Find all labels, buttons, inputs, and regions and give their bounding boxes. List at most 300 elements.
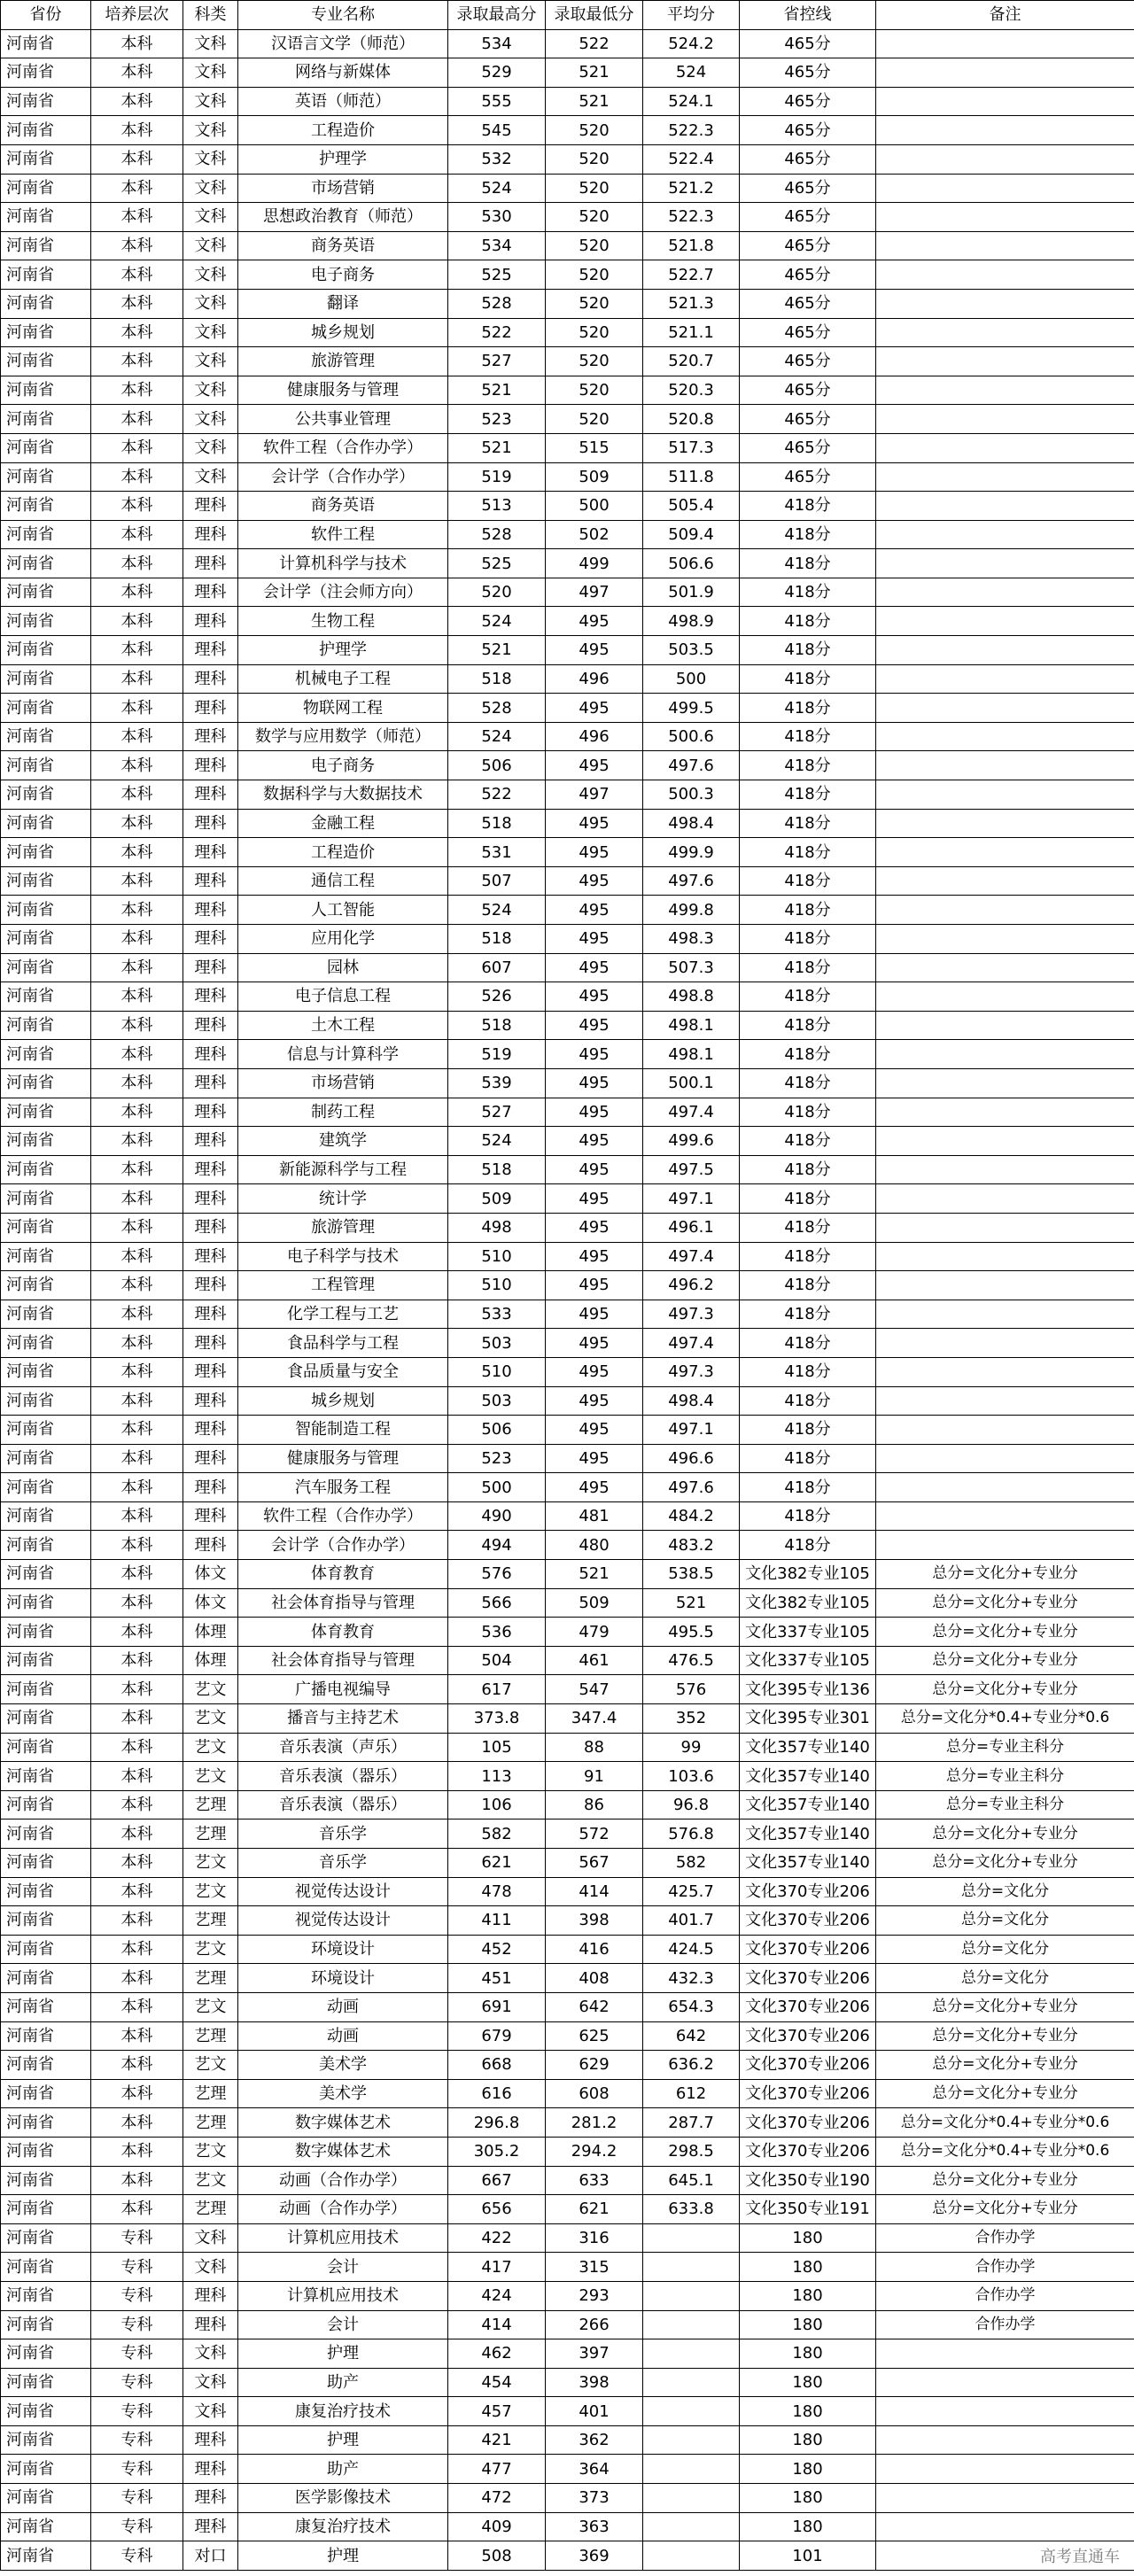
cell-col-category: 理科 — [183, 1068, 238, 1098]
cell-col-max-score: 545 — [448, 116, 546, 145]
cell-col-major: 人工智能 — [238, 896, 448, 925]
cell-col-province: 河南省 — [1, 925, 91, 954]
cell-col-avg-score: 500.1 — [643, 1068, 740, 1098]
cell-col-category: 理科 — [183, 1416, 238, 1445]
cell-col-remarks: 总分=文化分+专业分 — [876, 1849, 1134, 1878]
cell-col-level: 本科 — [91, 289, 183, 318]
cell-col-major: 会计学（合作办学） — [238, 1531, 448, 1560]
cell-col-avg-score: 287.7 — [643, 2108, 740, 2138]
cell-col-control-line: 418分 — [740, 1213, 876, 1242]
cell-col-max-score: 524 — [448, 722, 546, 751]
cell-col-major: 化学工程与工艺 — [238, 1300, 448, 1329]
cell-col-control-line: 418分 — [740, 982, 876, 1012]
cell-col-major: 护理 — [238, 2425, 448, 2455]
cell-col-province: 河南省 — [1, 751, 91, 780]
cell-col-category: 理科 — [183, 1473, 238, 1502]
cell-col-category: 理科 — [183, 578, 238, 607]
cell-col-level: 本科 — [91, 1184, 183, 1214]
table-row — [1, 1646, 1134, 1675]
cell-col-category: 理科 — [183, 866, 238, 896]
cell-col-province: 河南省 — [1, 1560, 91, 1589]
cell-col-remarks — [876, 1011, 1134, 1040]
cell-col-remarks — [876, 751, 1134, 780]
cell-col-max-score: 522 — [448, 780, 546, 810]
cell-col-max-score: 524 — [448, 174, 546, 203]
cell-col-category: 理科 — [183, 838, 238, 867]
cell-col-max-score: 518 — [448, 925, 546, 954]
cell-col-province: 河南省 — [1, 1040, 91, 1069]
cell-col-province: 河南省 — [1, 203, 91, 232]
cell-col-major: 旅游管理 — [238, 1213, 448, 1242]
cell-col-level: 本科 — [91, 1098, 183, 1127]
cell-col-min-score: 495 — [546, 1329, 643, 1358]
cell-col-category: 文科 — [183, 2339, 238, 2369]
cell-col-category: 理科 — [183, 1098, 238, 1127]
cell-col-major: 旅游管理 — [238, 347, 448, 376]
cell-col-min-score: 481 — [546, 1501, 643, 1531]
cell-col-min-score: 495 — [546, 1242, 643, 1271]
cell-col-major: 电子科学与技术 — [238, 1242, 448, 1271]
cell-col-min-score: 497 — [546, 578, 643, 607]
cell-col-remarks: 总分=文化分+专业分 — [876, 2079, 1134, 2108]
cell-col-remarks: 总分=文化分 — [876, 1964, 1134, 1993]
cell-col-min-score: 499 — [546, 549, 643, 578]
table-row — [1, 87, 1134, 116]
cell-col-province: 河南省 — [1, 1329, 91, 1358]
cell-col-control-line: 文化370专业206 — [740, 2051, 876, 2080]
cell-col-max-score: 607 — [448, 953, 546, 982]
cell-col-category: 理科 — [183, 780, 238, 810]
table-row — [1, 520, 1134, 549]
cell-col-province: 河南省 — [1, 2512, 91, 2541]
cell-col-major: 护理学 — [238, 636, 448, 665]
cell-col-control-line: 418分 — [740, 1300, 876, 1329]
cell-col-min-score: 347.4 — [546, 1704, 643, 1734]
cell-col-level: 本科 — [91, 2051, 183, 2080]
cell-col-province: 河南省 — [1, 578, 91, 607]
cell-col-control-line: 文化395专业301 — [740, 1704, 876, 1734]
cell-col-min-score: 495 — [546, 1416, 643, 1445]
cell-col-avg-score: 401.7 — [643, 1906, 740, 1936]
cell-col-level: 本科 — [91, 1790, 183, 1819]
cell-col-remarks — [876, 2339, 1134, 2369]
table-row — [1, 1501, 1134, 1531]
cell-col-max-score: 414 — [448, 2310, 546, 2339]
cell-col-province: 河南省 — [1, 549, 91, 578]
cell-col-category: 理科 — [183, 896, 238, 925]
header-col-level: 培养层次 — [91, 1, 183, 30]
cell-col-max-score: 518 — [448, 664, 546, 694]
table-row — [1, 1416, 1134, 1445]
cell-col-category: 理科 — [183, 1127, 238, 1156]
cell-col-avg-score: 424.5 — [643, 1935, 740, 1964]
cell-col-province: 河南省 — [1, 1242, 91, 1271]
table-row — [1, 433, 1134, 462]
cell-col-major: 音乐学 — [238, 1819, 448, 1849]
cell-col-level: 本科 — [91, 1849, 183, 1878]
table-row — [1, 1560, 1134, 1589]
table-row — [1, 1329, 1134, 1358]
cell-col-province: 河南省 — [1, 433, 91, 462]
cell-col-min-score: 495 — [546, 607, 643, 636]
cell-col-control-line: 418分 — [740, 636, 876, 665]
table-row — [1, 1386, 1134, 1416]
cell-col-remarks — [876, 174, 1134, 203]
cell-col-min-score: 520 — [546, 174, 643, 203]
cell-col-major: 健康服务与管理 — [238, 376, 448, 405]
cell-col-avg-score: 501.9 — [643, 578, 740, 607]
cell-col-major: 食品质量与安全 — [238, 1357, 448, 1386]
cell-col-min-score: 495 — [546, 636, 643, 665]
cell-col-level: 本科 — [91, 318, 183, 347]
table-row — [1, 1704, 1134, 1734]
cell-col-max-score: 519 — [448, 462, 546, 492]
cell-col-control-line: 180 — [740, 2512, 876, 2541]
cell-col-category: 理科 — [183, 982, 238, 1012]
cell-col-province: 河南省 — [1, 2195, 91, 2224]
cell-col-control-line: 465分 — [740, 203, 876, 232]
cell-col-min-score: 397 — [546, 2339, 643, 2369]
cell-col-level: 本科 — [91, 492, 183, 521]
cell-col-max-score: 524 — [448, 896, 546, 925]
cell-col-remarks — [876, 549, 1134, 578]
table-row — [1, 866, 1134, 896]
cell-col-control-line: 文化370专业206 — [740, 2108, 876, 2138]
table-row — [1, 1300, 1134, 1329]
cell-col-category: 文科 — [183, 231, 238, 260]
cell-col-remarks — [876, 838, 1134, 867]
cell-col-major: 会计 — [238, 2253, 448, 2282]
cell-col-min-score: 398 — [546, 2368, 643, 2397]
table-row — [1, 953, 1134, 982]
cell-col-avg-score: 499.5 — [643, 694, 740, 723]
cell-col-remarks — [876, 405, 1134, 434]
cell-col-major: 网络与新媒体 — [238, 58, 448, 88]
cell-col-level: 本科 — [91, 405, 183, 434]
cell-col-min-score: 521 — [546, 87, 643, 116]
cell-col-remarks — [876, 520, 1134, 549]
cell-col-control-line: 418分 — [740, 866, 876, 896]
cell-col-max-score: 656 — [448, 2195, 546, 2224]
cell-col-major: 视觉传达设计 — [238, 1906, 448, 1936]
cell-col-level: 本科 — [91, 1416, 183, 1445]
cell-col-category: 体理 — [183, 1618, 238, 1647]
cell-col-max-score: 521 — [448, 636, 546, 665]
cell-col-avg-score — [643, 2425, 740, 2455]
cell-col-min-score: 502 — [546, 520, 643, 549]
cell-col-remarks — [876, 2368, 1134, 2397]
cell-col-max-score: 528 — [448, 694, 546, 723]
cell-col-avg-score: 509.4 — [643, 520, 740, 549]
cell-col-control-line: 文化370专业206 — [740, 1964, 876, 1993]
cell-col-level: 本科 — [91, 58, 183, 88]
cell-col-major: 电子信息工程 — [238, 982, 448, 1012]
cell-col-min-score: 495 — [546, 1184, 643, 1214]
table-row — [1, 29, 1134, 58]
cell-col-province: 河南省 — [1, 866, 91, 896]
cell-col-control-line: 文化382专业105 — [740, 1560, 876, 1589]
cell-col-control-line: 文化350专业191 — [740, 2195, 876, 2224]
cell-col-major: 土木工程 — [238, 1011, 448, 1040]
cell-col-major: 护理 — [238, 2541, 448, 2571]
cell-col-control-line: 418分 — [740, 1040, 876, 1069]
cell-col-remarks — [876, 376, 1134, 405]
cell-col-province: 河南省 — [1, 1213, 91, 1242]
cell-col-avg-score: 497.1 — [643, 1184, 740, 1214]
cell-col-avg-score: 503.5 — [643, 636, 740, 665]
cell-col-control-line: 418分 — [740, 1386, 876, 1416]
cell-col-province: 河南省 — [1, 2397, 91, 2426]
cell-col-max-score: 503 — [448, 1329, 546, 1358]
cell-col-avg-score: 522.4 — [643, 144, 740, 174]
cell-col-avg-score: 425.7 — [643, 1877, 740, 1906]
cell-col-category: 理科 — [183, 636, 238, 665]
table-row — [1, 2339, 1134, 2369]
cell-col-min-score: 495 — [546, 1127, 643, 1156]
cell-col-major: 统计学 — [238, 1184, 448, 1214]
table-row — [1, 1127, 1134, 1156]
cell-col-min-score: 495 — [546, 694, 643, 723]
cell-col-max-score: 417 — [448, 2253, 546, 2282]
cell-col-category: 理科 — [183, 2512, 238, 2541]
header-col-min-score: 录取最低分 — [546, 1, 643, 30]
cell-col-major: 金融工程 — [238, 809, 448, 838]
table-row — [1, 1790, 1134, 1819]
cell-col-level: 本科 — [91, 578, 183, 607]
table-row — [1, 1531, 1134, 1560]
cell-col-control-line: 465分 — [740, 347, 876, 376]
cell-col-level: 本科 — [91, 982, 183, 1012]
cell-col-province: 河南省 — [1, 1906, 91, 1936]
cell-col-province: 河南省 — [1, 1300, 91, 1329]
cell-col-max-score: 527 — [448, 1098, 546, 1127]
cell-col-province: 河南省 — [1, 1011, 91, 1040]
cell-col-province: 河南省 — [1, 1819, 91, 1849]
cell-col-max-score: 555 — [448, 87, 546, 116]
cell-col-level: 本科 — [91, 1992, 183, 2021]
table-row — [1, 2310, 1134, 2339]
cell-col-province: 河南省 — [1, 2137, 91, 2166]
cell-col-province: 河南省 — [1, 722, 91, 751]
cell-col-major: 建筑学 — [238, 1127, 448, 1156]
cell-col-control-line: 文化357专业140 — [740, 1790, 876, 1819]
cell-col-major: 广播电视编导 — [238, 1675, 448, 1704]
cell-col-category: 理科 — [183, 722, 238, 751]
cell-col-major: 助产 — [238, 2455, 448, 2484]
cell-col-min-score: 479 — [546, 1618, 643, 1647]
cell-col-control-line: 418分 — [740, 1357, 876, 1386]
cell-col-major: 通信工程 — [238, 866, 448, 896]
cell-col-avg-score: 522.7 — [643, 260, 740, 290]
cell-col-major: 汽车服务工程 — [238, 1473, 448, 1502]
cell-col-max-score: 105 — [448, 1733, 546, 1762]
table-row — [1, 2021, 1134, 2051]
cell-col-level: 本科 — [91, 549, 183, 578]
cell-col-avg-score: 538.5 — [643, 1560, 740, 1589]
cell-col-max-score: 477 — [448, 2455, 546, 2484]
cell-col-remarks — [876, 87, 1134, 116]
cell-col-level: 本科 — [91, 2137, 183, 2166]
cell-col-min-score: 416 — [546, 1935, 643, 1964]
cell-col-control-line: 418分 — [740, 520, 876, 549]
cell-col-remarks — [876, 1068, 1134, 1098]
cell-col-category: 文科 — [183, 260, 238, 290]
cell-col-remarks: 合作办学 — [876, 2281, 1134, 2310]
cell-col-major: 环境设计 — [238, 1935, 448, 1964]
cell-col-major: 工程造价 — [238, 116, 448, 145]
cell-col-max-score: 679 — [448, 2021, 546, 2051]
cell-col-control-line: 418分 — [740, 809, 876, 838]
cell-col-control-line: 418分 — [740, 838, 876, 867]
cell-col-control-line: 文化370专业206 — [740, 1906, 876, 1936]
cell-col-major: 会计 — [238, 2310, 448, 2339]
cell-col-max-score: 498 — [448, 1213, 546, 1242]
cell-col-major: 电子商务 — [238, 260, 448, 290]
cell-col-level: 本科 — [91, 1213, 183, 1242]
cell-col-level: 本科 — [91, 347, 183, 376]
cell-col-min-score: 495 — [546, 1155, 643, 1184]
cell-col-min-score: 316 — [546, 2223, 643, 2253]
cell-col-max-score: 532 — [448, 144, 546, 174]
cell-col-avg-score — [643, 2541, 740, 2571]
cell-col-category: 文科 — [183, 2253, 238, 2282]
cell-col-avg-score: 432.3 — [643, 1964, 740, 1993]
cell-col-major: 会计学（合作办学） — [238, 462, 448, 492]
table-row — [1, 896, 1134, 925]
cell-col-avg-score: 505.4 — [643, 492, 740, 521]
cell-col-control-line: 文化370专业206 — [740, 2021, 876, 2051]
cell-col-avg-score: 576.8 — [643, 1819, 740, 1849]
cell-col-max-score: 539 — [448, 1068, 546, 1098]
cell-col-remarks: 总分=文化分+专业分 — [876, 1588, 1134, 1618]
cell-col-level: 专科 — [91, 2425, 183, 2455]
cell-col-max-score: 536 — [448, 1618, 546, 1647]
cell-col-level: 本科 — [91, 1300, 183, 1329]
table-row — [1, 809, 1134, 838]
cell-col-category: 文科 — [183, 462, 238, 492]
cell-col-remarks — [876, 1155, 1134, 1184]
cell-col-min-score: 567 — [546, 1849, 643, 1878]
cell-col-remarks — [876, 29, 1134, 58]
cell-col-control-line: 418分 — [740, 1011, 876, 1040]
cell-col-level: 本科 — [91, 1877, 183, 1906]
cell-col-province: 河南省 — [1, 231, 91, 260]
cell-col-remarks — [876, 1300, 1134, 1329]
cell-col-avg-score: 654.3 — [643, 1992, 740, 2021]
cell-col-max-score: 421 — [448, 2425, 546, 2455]
table-row — [1, 1040, 1134, 1069]
cell-col-avg-score: 500 — [643, 664, 740, 694]
cell-col-category: 文科 — [183, 144, 238, 174]
cell-col-level: 本科 — [91, 260, 183, 290]
cell-col-max-score: 526 — [448, 982, 546, 1012]
cell-col-category: 艺理 — [183, 1790, 238, 1819]
cell-col-level: 本科 — [91, 1444, 183, 1473]
cell-col-remarks — [876, 1098, 1134, 1127]
cell-col-min-score: 495 — [546, 751, 643, 780]
cell-col-major: 软件工程（合作办学） — [238, 1501, 448, 1531]
cell-col-category: 理科 — [183, 549, 238, 578]
table-row — [1, 376, 1134, 405]
cell-col-min-score: 373 — [546, 2484, 643, 2513]
cell-col-min-score: 520 — [546, 116, 643, 145]
cell-col-min-score: 461 — [546, 1646, 643, 1675]
cell-col-category: 文科 — [183, 376, 238, 405]
table-row — [1, 1588, 1134, 1618]
table-row — [1, 838, 1134, 867]
cell-col-province: 河南省 — [1, 1618, 91, 1647]
cell-col-remarks — [876, 2397, 1134, 2426]
cell-col-level: 本科 — [91, 1329, 183, 1358]
cell-col-remarks: 合作办学 — [876, 2253, 1134, 2282]
cell-col-max-score: 524 — [448, 607, 546, 636]
cell-col-remarks — [876, 664, 1134, 694]
cell-col-control-line: 418分 — [740, 953, 876, 982]
cell-col-level: 本科 — [91, 144, 183, 174]
cell-col-province: 河南省 — [1, 2079, 91, 2108]
table-row — [1, 405, 1134, 434]
cell-col-control-line: 465分 — [740, 174, 876, 203]
table-row — [1, 1935, 1134, 1964]
cell-col-category: 理科 — [183, 2455, 238, 2484]
cell-col-level: 本科 — [91, 664, 183, 694]
table-row — [1, 260, 1134, 290]
cell-col-province: 河南省 — [1, 1386, 91, 1416]
cell-col-max-score: 507 — [448, 866, 546, 896]
header-col-major: 专业名称 — [238, 1, 448, 30]
cell-col-province: 河南省 — [1, 1964, 91, 1993]
table-row — [1, 1877, 1134, 1906]
cell-col-max-score: 524 — [448, 1127, 546, 1156]
cell-col-level: 本科 — [91, 462, 183, 492]
cell-col-category: 艺理 — [183, 2108, 238, 2138]
cell-col-remarks — [876, 780, 1134, 810]
cell-col-major: 音乐表演（器乐） — [238, 1790, 448, 1819]
cell-col-avg-score: 96.8 — [643, 1790, 740, 1819]
cell-col-level: 本科 — [91, 1040, 183, 1069]
cell-col-min-score: 401 — [546, 2397, 643, 2426]
cell-col-level: 专科 — [91, 2541, 183, 2571]
cell-col-avg-score: 520.3 — [643, 376, 740, 405]
cell-col-level: 本科 — [91, 896, 183, 925]
table-row — [1, 1762, 1134, 1791]
cell-col-min-score: 369 — [546, 2541, 643, 2571]
cell-col-avg-score — [643, 2512, 740, 2541]
table-row — [1, 318, 1134, 347]
cell-col-min-score: 520 — [546, 289, 643, 318]
cell-col-avg-score: 498.3 — [643, 925, 740, 954]
cell-col-remarks — [876, 607, 1134, 636]
cell-col-avg-score: 636.2 — [643, 2051, 740, 2080]
table-row — [1, 1271, 1134, 1300]
cell-col-max-score: 691 — [448, 1992, 546, 2021]
cell-col-level: 本科 — [91, 925, 183, 954]
cell-col-major: 商务英语 — [238, 231, 448, 260]
cell-col-category: 艺理 — [183, 1964, 238, 1993]
cell-col-min-score: 495 — [546, 1213, 643, 1242]
cell-col-province: 河南省 — [1, 260, 91, 290]
cell-col-min-score: 86 — [546, 1790, 643, 1819]
table-row — [1, 2051, 1134, 2080]
cell-col-control-line: 418分 — [740, 1068, 876, 1098]
cell-col-remarks: 总分=文化分+专业分 — [876, 1646, 1134, 1675]
cell-col-major: 园林 — [238, 953, 448, 982]
cell-col-major: 康复治疗技术 — [238, 2512, 448, 2541]
cell-col-category: 文科 — [183, 29, 238, 58]
cell-col-level: 本科 — [91, 866, 183, 896]
cell-col-remarks — [876, 578, 1134, 607]
cell-col-control-line: 文化395专业136 — [740, 1675, 876, 1704]
